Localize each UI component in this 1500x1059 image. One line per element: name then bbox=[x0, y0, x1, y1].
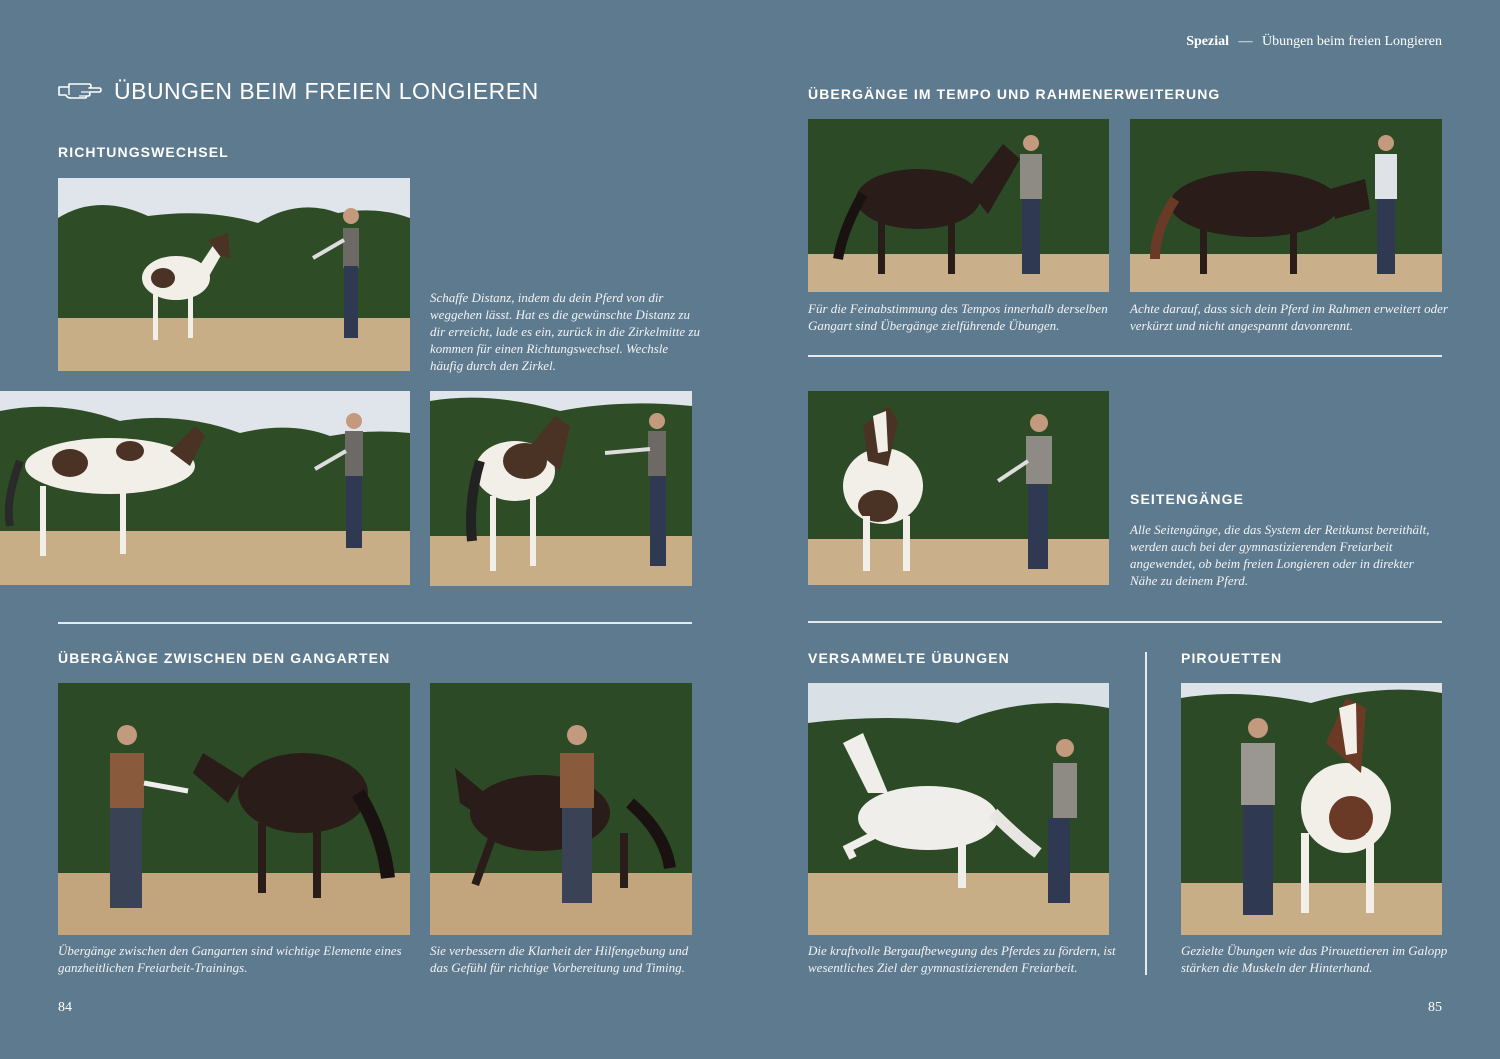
divider-left bbox=[58, 622, 692, 624]
section-heading-seitengaenge: SEITENGÄNGE bbox=[1130, 491, 1245, 507]
photo-black-horse-tempo-1 bbox=[808, 119, 1109, 292]
photo-pinto-pirouette bbox=[1181, 683, 1442, 935]
divider-right-top bbox=[808, 355, 1442, 357]
caption-pirouetten: Gezielte Übungen wie das Pirouettieren im Galopp stärken die Muskeln der Hinterhand. bbox=[1181, 943, 1448, 975]
divider-right-bottom bbox=[808, 621, 1442, 623]
photo-black-horse-gallop bbox=[430, 683, 692, 935]
photo-black-horse-tempo-2 bbox=[1130, 119, 1442, 292]
running-header-section: Spezial bbox=[1186, 34, 1229, 49]
pointing-hand-icon bbox=[57, 80, 103, 102]
photo-pinto-walking-away bbox=[58, 178, 410, 371]
divider-vertical bbox=[1145, 652, 1147, 975]
page-title: ÜBUNGEN BEIM FREIEN LONGIEREN bbox=[114, 78, 539, 104]
section-heading-tempo: ÜBERGÄNGE IM TEMPO UND RAHMENERWEITERUNG bbox=[808, 86, 1221, 102]
caption-tempo-1: Für die Feinabstimmung des Tempos innerhalb derselben Gangart sind Übergänge zielführende Übungen. bbox=[808, 301, 1108, 333]
caption-versammelte: Die kraftvolle Bergaufbewegung des Pferdes zu fördern, ist wesentliches Ziel der gymnastizierenden Freiarbeit. bbox=[808, 943, 1116, 975]
photo-pinto-approaching bbox=[0, 391, 410, 585]
caption-seitengaenge: Alle Seitengänge, die das System der Reitkunst bereithält, werden auch bei der gymnastizierenden Freiarbeit angewendet, ob beim freien Longieren oder in direkter Nähe zu deinem Pferd. bbox=[1130, 522, 1430, 588]
caption-gangarten-2: Sie verbessern die Klarheit der Hilfengebung und das Gefühl für richtige Vorbereitung und Timing. bbox=[430, 943, 689, 975]
photo-pinto-turning bbox=[430, 391, 692, 586]
running-header-separator: — bbox=[1238, 34, 1253, 49]
photo-white-horse-levade bbox=[808, 683, 1109, 935]
page-number-right: 85 bbox=[1428, 1000, 1442, 1015]
running-header bbox=[1186, 34, 1442, 50]
section-heading-versammelte: VERSAMMELTE ÜBUNGEN bbox=[808, 650, 1010, 666]
section-heading-gangarten: ÜBERGÄNGE ZWISCHEN DEN GANGARTEN bbox=[58, 650, 391, 666]
caption-tempo-2: Achte darauf, dass sich dein Pferd im Rahmen erweitert oder verkürzt und nicht angespannt davonrennt. bbox=[1130, 301, 1448, 333]
photo-black-horse-trot bbox=[58, 683, 410, 935]
section-heading-pirouetten: PIROUETTEN bbox=[1181, 650, 1283, 666]
page-number-left: 84 bbox=[58, 1000, 72, 1015]
section-heading-richtungswechsel: RICHTUNGSWECHSEL bbox=[58, 144, 229, 160]
photo-pinto-seitengang bbox=[808, 391, 1109, 585]
caption-gangarten-1: Übergänge zwischen den Gangarten sind wichtige Elemente eines ganzheitlichen Freiarbeit-Trainings. bbox=[58, 943, 402, 975]
running-header-topic: Übungen beim freien Longieren bbox=[1262, 34, 1442, 49]
caption-richtungswechsel: Schaffe Distanz, indem du dein Pferd von dir weggehen lässt. Hat es die gewünschte Distanz zu dir erreicht, lade es ein, zurück in die Zirkelmitte zu kommen für einen Richtungswechsel. Wechsle häufig durch den Zirkel. bbox=[430, 290, 700, 373]
